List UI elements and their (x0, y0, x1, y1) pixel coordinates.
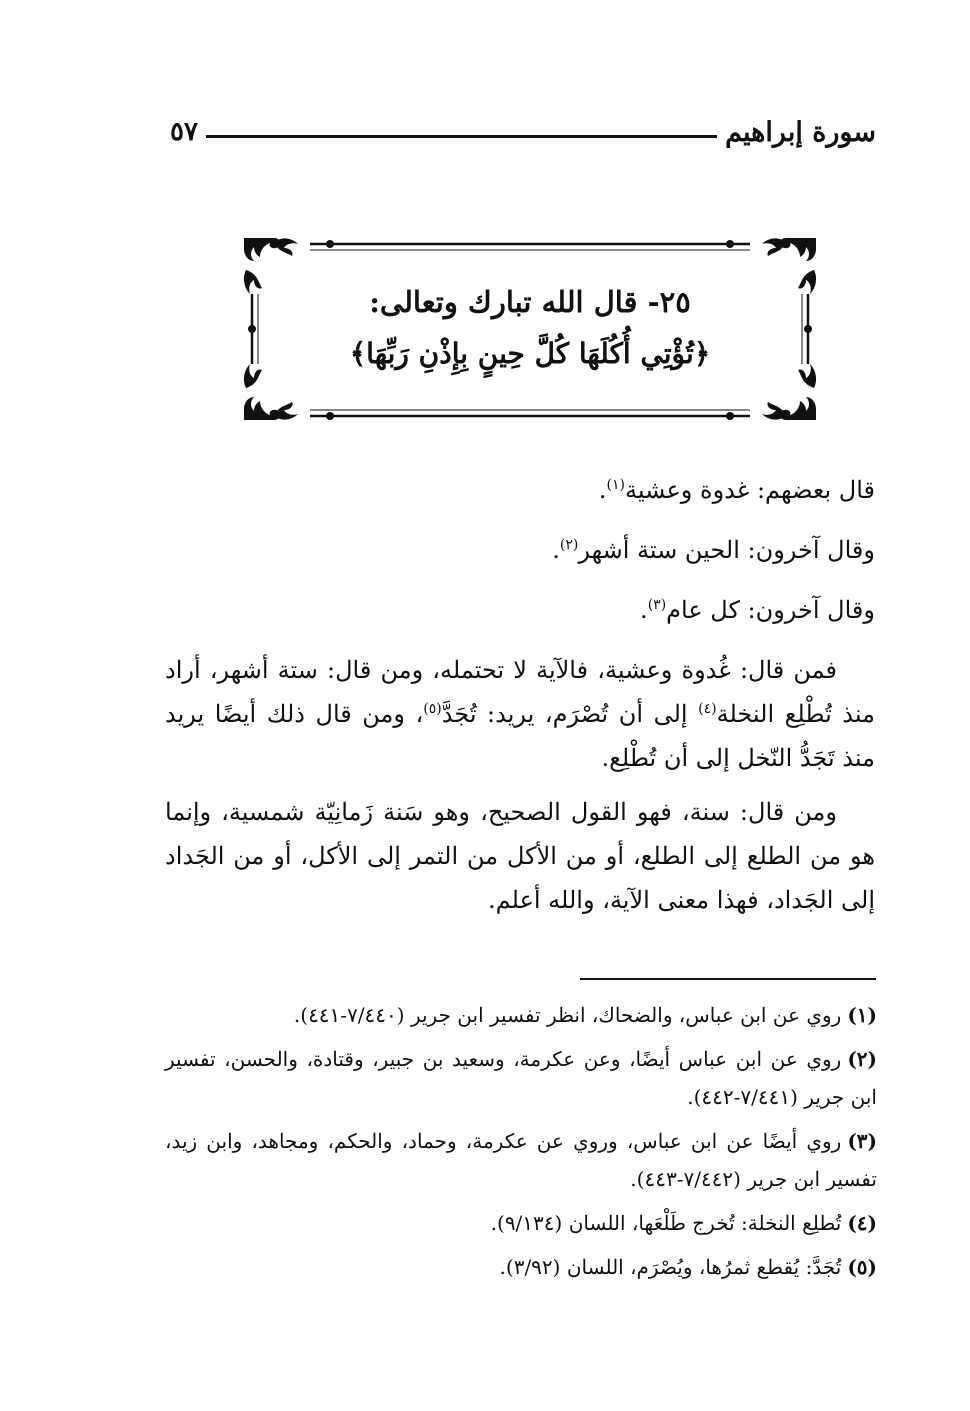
footnote-ref-4[interactable]: (٤) (698, 701, 717, 717)
header-rule (206, 135, 717, 138)
verse-box-content (280, 272, 780, 394)
footnotes (165, 996, 877, 1292)
paragraph-2: ومن قال: سنة، فهو القول الصحيح، وهو سَنة زَمانِيّة شمسية، وإنما هو من الطلع إلى الطلع، أو من الأكل من التمر إلى الأكل، أو من الجَداد إلى الجَداد، فهذا معنى الآية، والله أعلم. (165, 798, 875, 914)
statement-2: وقال آخرون: الحين ستة أشهر$^{(٢)}$. (552, 536, 875, 564)
footnote-ref-1[interactable]: (١) (606, 477, 625, 493)
footnote-1: (١)روي عن ابن عباس، والضحاك، انظر تفسير ابن جرير (٧/٤٤٠-٤٤١). (293, 1003, 877, 1027)
footnote-ref-3[interactable]: (٣) (647, 597, 667, 613)
statement-3: وقال آخرون: كل عام$^{(٣)}$. (640, 596, 875, 624)
body-text (165, 468, 875, 932)
footnote-separator (580, 978, 876, 980)
footnote-ref-5[interactable]: (٥) (423, 701, 442, 717)
verse-frame (240, 234, 820, 424)
footnote-2: (٢)روي عن ابن عباس أيضًا، وعن عكرمة، وسعيد بن جبير، وقتادة، والحسن، تفسير ابن جرير (٧/٤٤١-٤٤٢). (165, 1047, 877, 1109)
paragraph-1: فمن قال: غُدوة وعشية، فالآية لا تحتمله، ومن قال: ستة أشهر، أراد منذ تُطْلِع النخلة$^{(٤)}$ إلى أن تُصْرَم، يريد: تُجَدَّ$^{(٥)}$، ومن قال ذلك أيضًا يريد منذ تَجَدُّ النّخل إلى أن تُطْلِع. (165, 656, 875, 772)
quran-verse: ﴿تُؤْتِي أُكُلَهَا كُلَّ حِينٍ بِإِذْنِ رَبِّهَا﴾ (349, 337, 711, 370)
footnote-3: (٣)روي أيضًا عن ابن عباس، وروي عن عكرمة، وحماد، والحكم، ومجاهد، وابن زيد، تفسير ابن جرير (٧/٤٤٢-٤٤٣). (165, 1129, 877, 1191)
verse-heading: ٢٥- قال الله تبارك وتعالى: (369, 285, 691, 319)
page-number: ٥٧ (170, 117, 198, 147)
footnote-4: (٤)تُطلِع النخلة: تُخرج طَلْعَها، اللسان (٩/١٣٤). (490, 1211, 877, 1235)
statement-1: قال بعضهم: غدوة وعشية$^{(١)}$. (598, 476, 875, 504)
footnote-5: (٥)تُجَدَّ: يُقطع ثمرُها، ويُصْرَم، اللسان (٣/٩٢). (499, 1255, 877, 1279)
running-head (170, 112, 876, 152)
footnote-ref-2[interactable]: (٢) (559, 537, 579, 553)
surah-title: سورة إبراهيم (725, 116, 876, 148)
